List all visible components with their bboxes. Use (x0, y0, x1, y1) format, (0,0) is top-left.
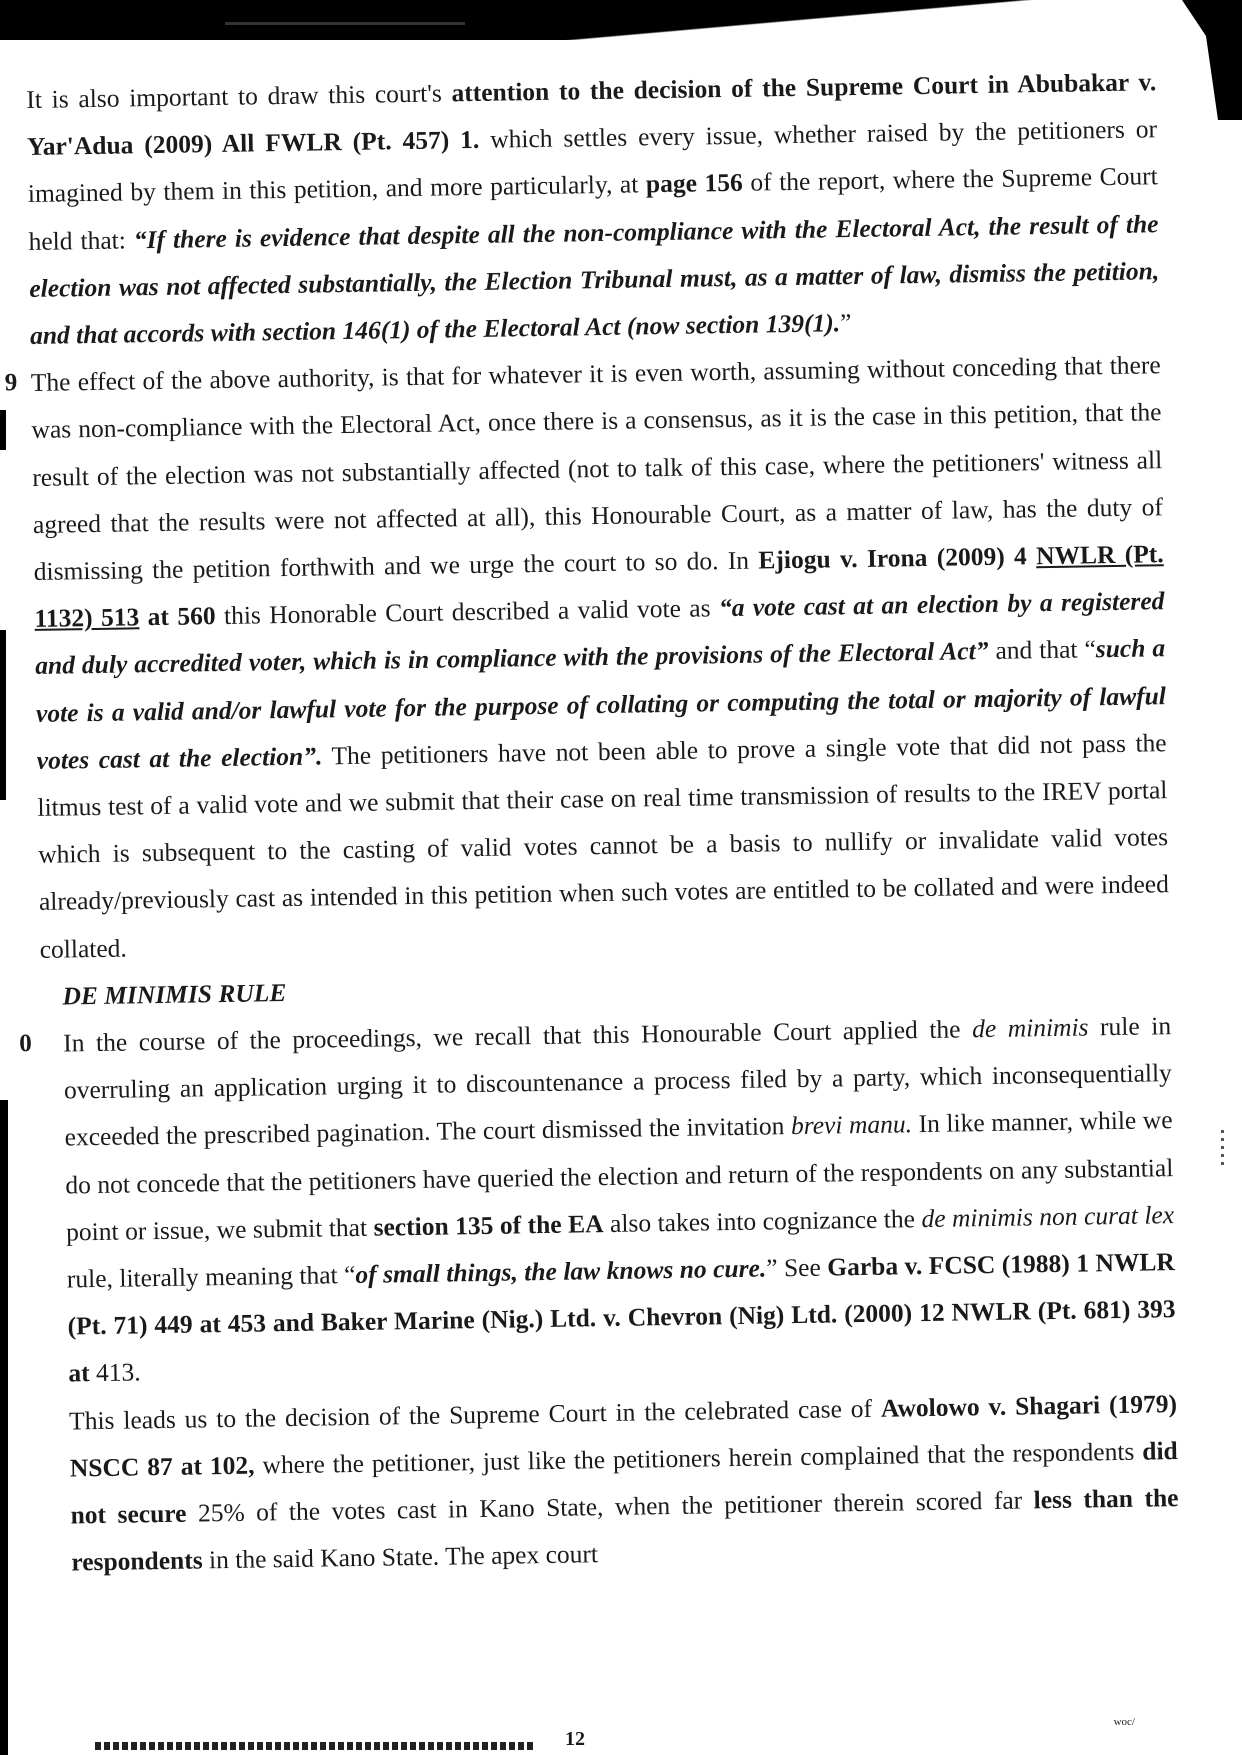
scan-left-bar (0, 630, 6, 800)
text-run: of the report, where the Supreme Court held that: (28, 161, 1158, 256)
scan-top-edge (0, 0, 1242, 40)
paragraph-1 (26, 58, 1160, 359)
text-run: 413. (89, 1357, 141, 1388)
scan-speck (1221, 1130, 1224, 1170)
quotation: “If there is evidence that despite all the non-compliance with the Electoral Act, the result of the election was not affected substantially, the Election Tribunal must, as a matter of law, dismiss the petition, and that accords with section 146(1) of the Electoral Act (now section 139(1). (29, 208, 1160, 350)
scan-top-line (225, 22, 465, 25)
case-citation: attention to the decision of the Supreme Court in Abubakar v. Yar'Adua (2009) All FWLR (Pt. 457) 1. (26, 67, 1157, 162)
latin-term: brevi manu. (790, 1109, 913, 1141)
latin-term: de minimis non curat lex (921, 1199, 1175, 1233)
text-run: ” (839, 308, 852, 338)
scan-left-bar (0, 1100, 8, 1755)
case-citation-underlined: NWLR (Pt. 1132) 513 (34, 539, 1164, 634)
text-run: This leads us to the decision of the Supreme Court in the celebrated case of (68, 1393, 882, 1436)
text-run: also takes into cognizance the (603, 1203, 922, 1238)
emphasis: less than the respondents (71, 1483, 1179, 1577)
text-run: In the course of the proceedings, we recall that this Honourable Court applied the (62, 1014, 973, 1058)
text-run: The effect of the above authority, is that for whatever it is even worth, assuming without conceding that there was non-compliance with the Electoral Act, once there is a consensus, as it is the case in this petition, that the result of the election was not substantially affected (not to talk of this case, where the petitioners' witness all agreed that the results were not affected at all), this Honourable Court, as a matter of law, has the duty of dismissing the petition forthwith and we urge the court to so do. In (30, 350, 1164, 586)
text-run: where the petitioner, just like the petitioners herein complained that the respondents (254, 1436, 1143, 1480)
quotation: “a vote cast at an election by a registered and duly accredited voter, which is in compliance with the provisions of the Electoral Act” (35, 586, 1165, 681)
paragraph-3 (18, 1002, 1177, 1397)
quotation: such a vote is a valid and/or lawful vote for the purpose of collating or computing the total or majority of lawful votes cast at the election”. (35, 633, 1167, 775)
section-heading: DE MINIMIS RULE (62, 977, 287, 1011)
text-run: In like manner, while we do not concede that the petitioners have queried the election and return of the respondents on any substantial point or issue, we submit that (65, 1105, 1174, 1247)
text-run: rule, literally meaning that “ (66, 1260, 356, 1294)
text-run: The petitioners have not been able to prove a single vote that did not pass the litmus test of a valid vote and we submit that their case on real time transmission of results to the IREV portal which is subsequent to the casting of valid votes cannot be a basis to nullify or invalidate valid votes already/previously cast as intended in this petition when such votes are entitled to be collated and were indeed collated. (37, 728, 1170, 964)
paragraph-number: 0 (18, 1030, 32, 1058)
case-citation: Awolowo v. Shagari (1979) NSCC 87 at 102, (69, 1388, 1178, 1483)
paragraph-2 (4, 341, 1170, 972)
emphasis: did not secure (70, 1435, 1178, 1530)
quotation: of small things, the law knows no cure. (355, 1253, 767, 1290)
text-run: It is also important to draw this court's (26, 78, 452, 114)
page-footer (95, 1716, 1195, 1754)
scan-left-bar (0, 410, 6, 450)
text-run: this Honorable Court described a valid vote as (215, 593, 720, 631)
text-run: and that “ (988, 634, 1097, 666)
case-citation: Ejiogu v. Irona (2009) 4 (758, 541, 1037, 575)
latin-term: de minimis (971, 1012, 1089, 1044)
text-run: rule in overruling an application urging it to discountenance a process filed by a party, which inconsequentially exceeded the prescribed pagination. The court dismissed the invitation (63, 1011, 1173, 1152)
case-citation: at 560 (139, 601, 216, 632)
statute-reference: section 135 of the EA (373, 1208, 604, 1242)
text-run: which settles every issue, whether raised by the petitioners or imagined by them in this petition, and more particularly, at (27, 114, 1158, 209)
text-run: ” See (765, 1252, 828, 1283)
body-text (4, 58, 1180, 1586)
text-run: in the said Kano State. The apex court (202, 1539, 599, 1575)
footer-mark: woc/ (1113, 1716, 1135, 1728)
paragraph-number: 9 (4, 369, 18, 397)
footer-blurred-text (95, 1742, 535, 1750)
page-reference: page 156 (645, 168, 744, 199)
paragraph-4 (47, 1380, 1180, 1587)
text-run: 25% of the votes cast in Kano State, when the petitioner therein scored far (186, 1485, 1034, 1528)
page-number: 12 (565, 1728, 585, 1750)
case-citation: Garba v. FCSC (1988) 1 NWLR (Pt. 71) 449 at 453 and Baker Marine (Nig.) Ltd. v. Chevron (Nig) Ltd. (2000) 12 NWLR (Pt. 681) 393 at (67, 1247, 1176, 1388)
